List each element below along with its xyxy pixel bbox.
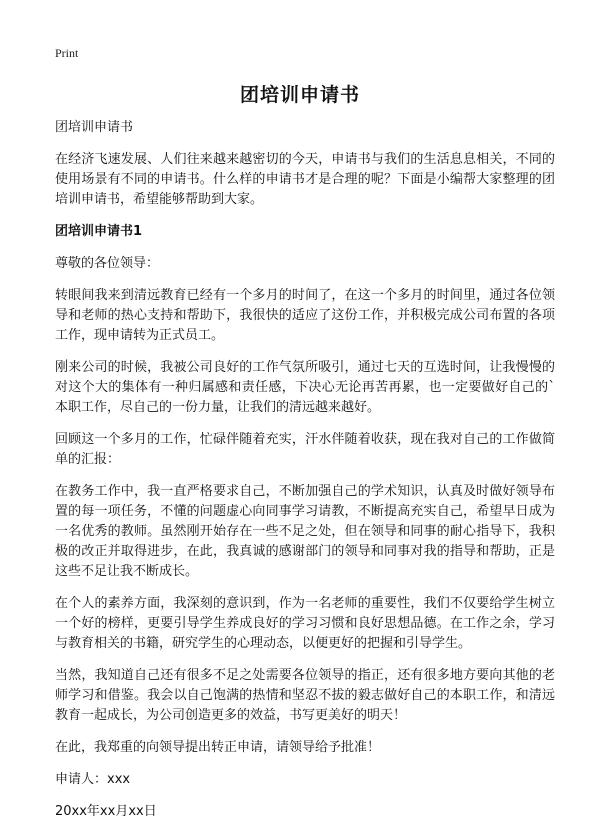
body-paragraph-4: 在教务工作中，我一直严格要求自己，不断加强自己的学术知识，认真及时做好领导布置的每一项任务，不懂的问题虚心向同事学习请教，不断提高充实自己，希望早日成为一名优秀的教师。虽然刚开始存在一些不足之处，但在领导和同事的耐心指导下，我积极的改正并取得进步，在此，我真诚的感谢部门的领导和同事对我的指导和帮助，正是这些不足让我不断成长。 <box>55 484 555 579</box>
document-body <box>55 118 555 834</box>
body-paragraph-3: 回顾这一个多月的工作，忙碌伴随着充实，汗水伴随着收获，现在我对自己的工作做简单的汇报： <box>55 432 555 467</box>
body-paragraph-7: 在此，我郑重的向领导提出转正申请，请领导给予批准！ <box>55 740 381 755</box>
intro-paragraph: 在经济飞速发展、人们往来越来越密切的今天，申请书与我们的生活息息相关，不同的使用场景有不同的申请书。什么样的申请书才是合理的呢？下面是小编帮大家整理的团培训申请书，希望能够帮助到大家。 <box>55 152 555 207</box>
print-link[interactable]: Print <box>55 46 79 60</box>
body-paragraph-5: 在个人的素养方面，我深刻的意识到，作为一名老师的重要性，我们不仅要给学生树立一个好的榜样，更要引导学生养成良好的学习习惯和良好思想品德。在工作之余，学习与教育相关的书籍，研究学生的心理动态，以便更好的把握和引导学生。 <box>55 596 555 651</box>
body-paragraph-1: 转眼间我来到清远教育已经有一个多月的时间了，在这一个多月的时间里，通过各位领导和老师的热心支持和帮助下，我很快的适应了这份工作，并积极完成公司布置的各项工作，现申请转为正式员工。 <box>55 288 555 343</box>
body-paragraph-6: 当然，我知道自己还有很多不足之处需要各位领导的指正，还有很多地方要向其他的老师学习和借鉴。我会以自己饱满的热情和坚忍不拔的毅志做好自己的本职工作，和清远教育一起成长，为公司创造更多的效益，书写更美好的明天！ <box>55 668 555 723</box>
application-date: 20xx年xx月xx日 <box>55 804 157 819</box>
body-paragraph-2: 刚来公司的时候，我被公司良好的工作气氛所吸引，通过七天的互选时间，让我慢慢的对这个大的集体有一种归属感和责任感，下决心无论再苦再累，也一定要做好自己的`本职工作，尽自己的一份力量，让我们的清远越来越好。 <box>55 360 555 415</box>
salutation: 尊敬的各位领导： <box>55 256 160 271</box>
intro-heading: 团培训申请书 <box>55 120 134 135</box>
section-heading: 团培训申请书1 <box>55 224 143 239</box>
applicant-signature: 申请人：xxx <box>55 772 131 787</box>
document-title: 团培训申请书 <box>239 84 360 106</box>
